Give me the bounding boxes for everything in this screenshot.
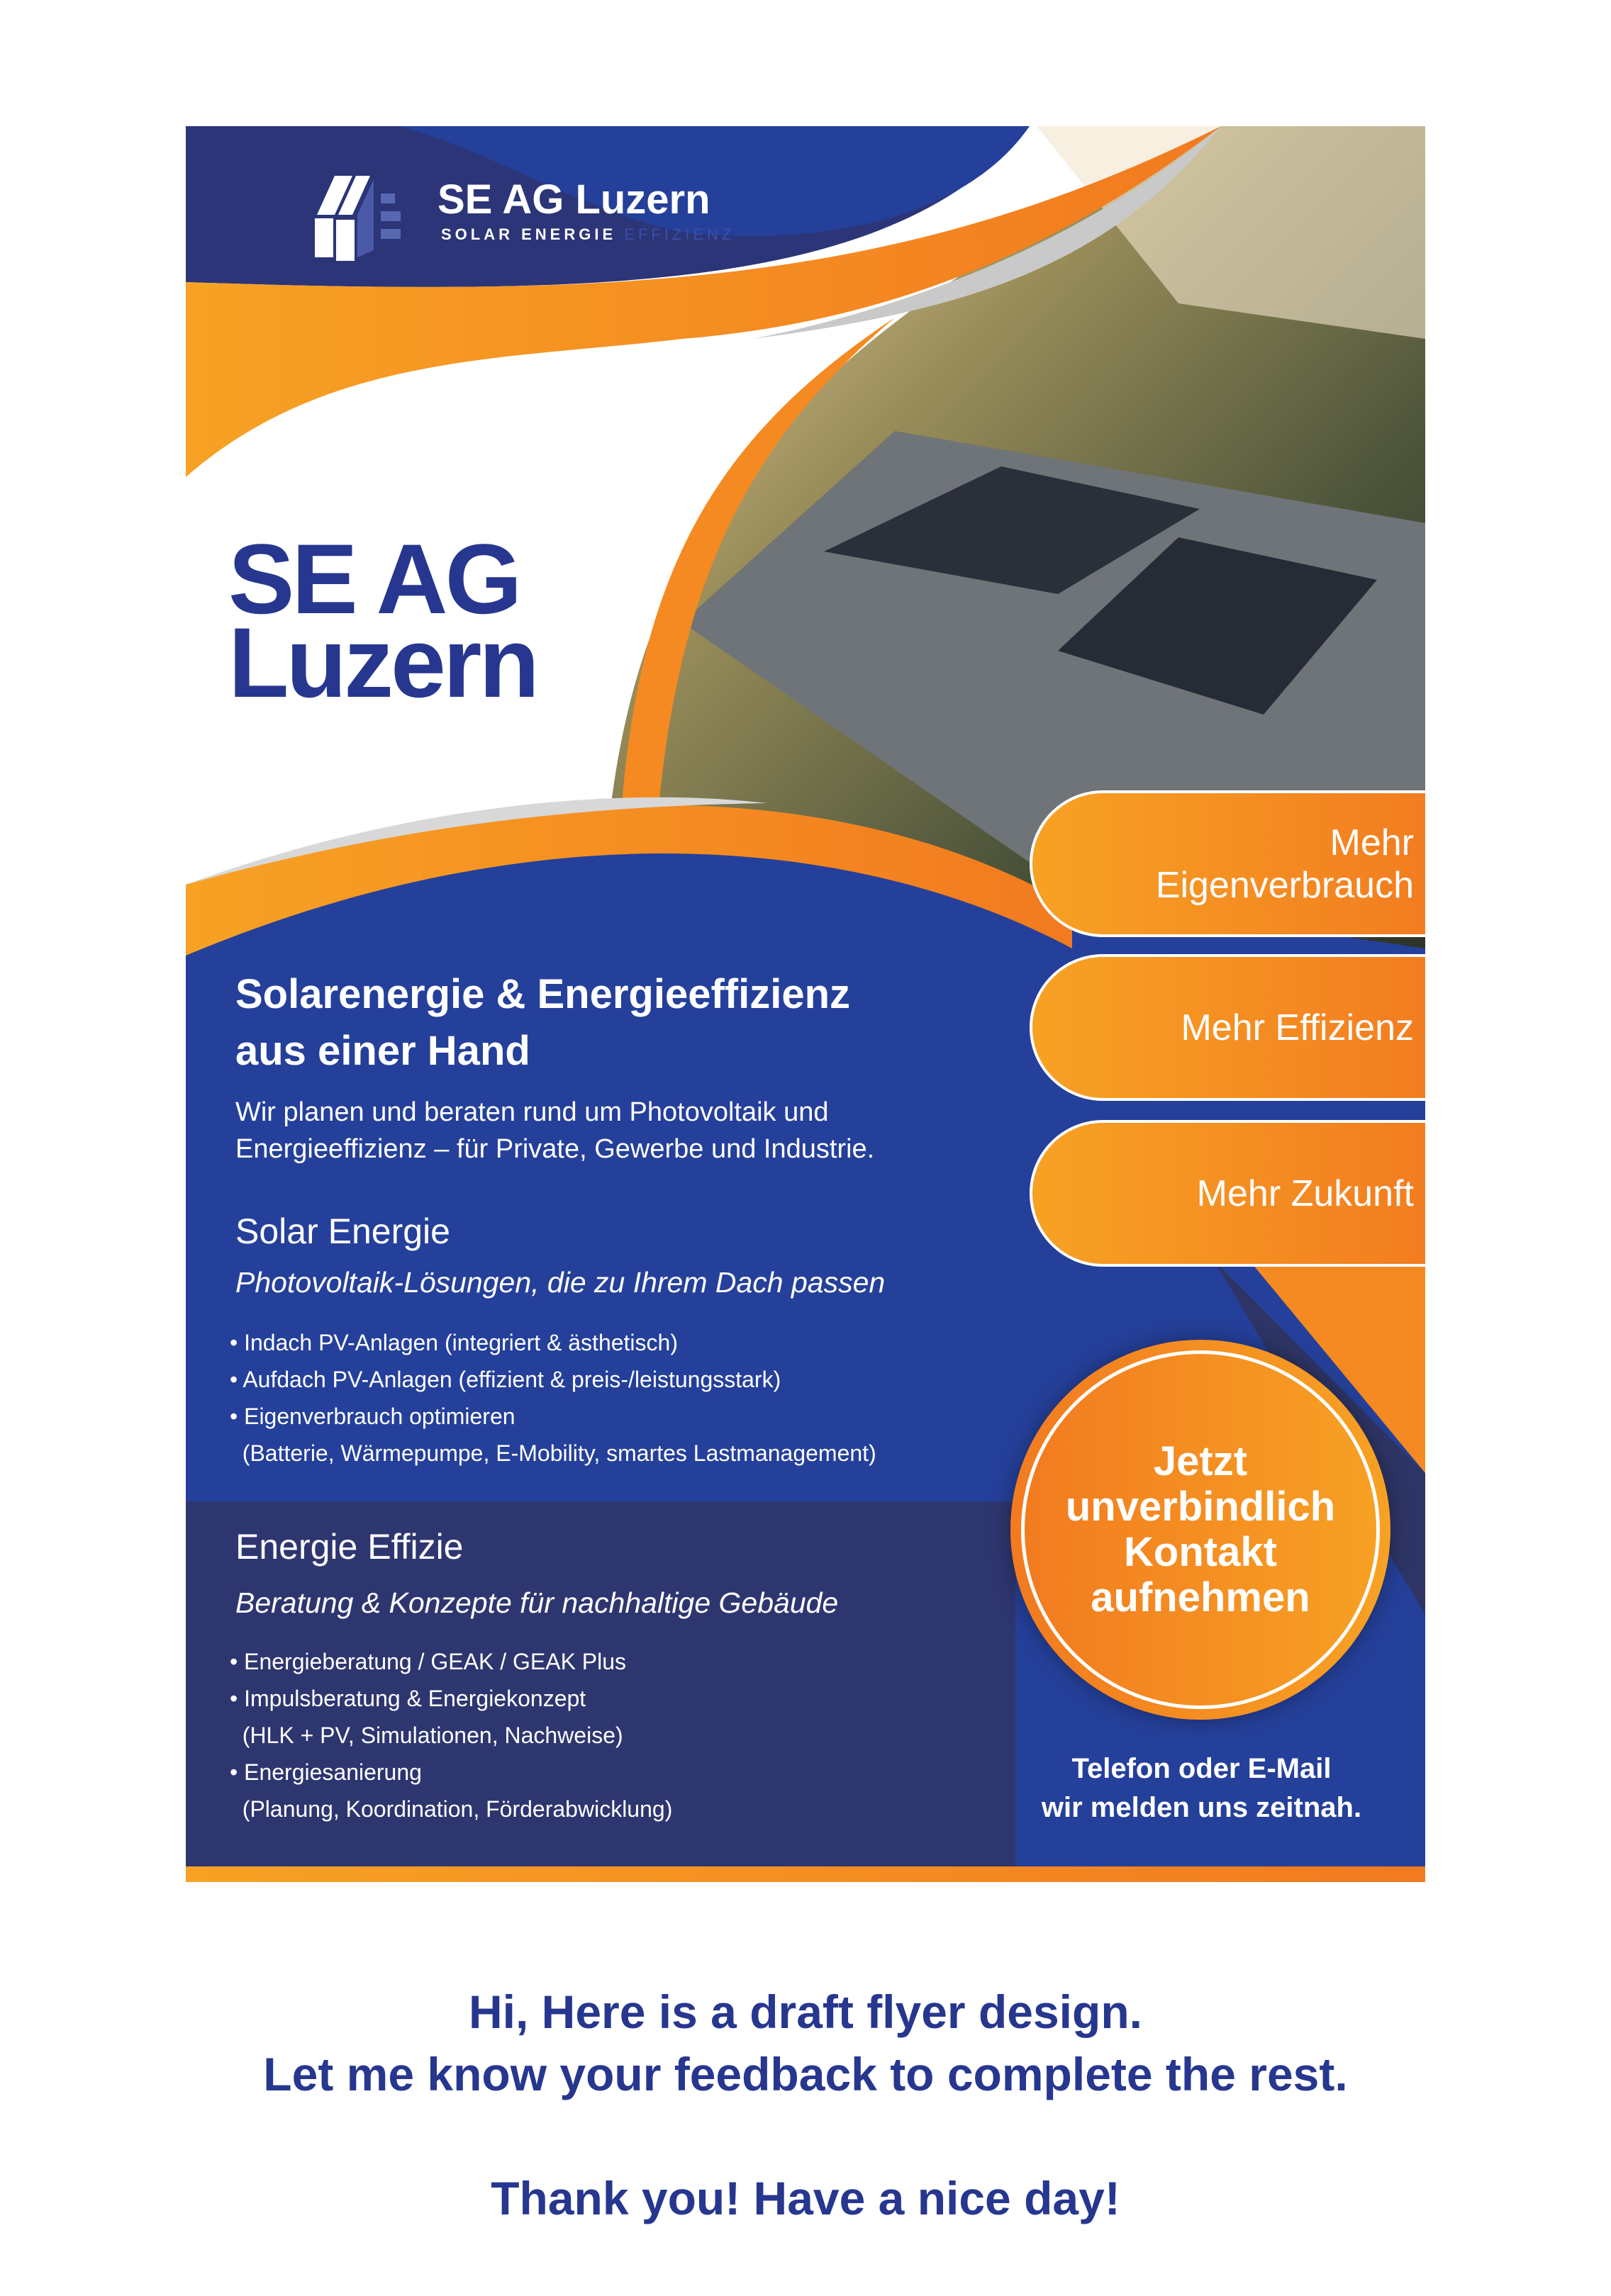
- solar-title: Solar Energie: [235, 1211, 450, 1251]
- solar-subtitle: Photovoltaik-Lösungen, die zu Ihrem Dach passen: [235, 1266, 886, 1299]
- pill-eigenverbrauch: [1030, 790, 1425, 937]
- list-item: (HLK + PV, Simulationen, Nachweise): [230, 1723, 623, 1748]
- logo-title: SE AG Luzern: [437, 177, 710, 223]
- intro-text: [235, 1094, 874, 1167]
- contact-line-1: Telefon oder E-Mail: [1071, 1753, 1332, 1784]
- flyer: [186, 126, 1425, 1882]
- list-item: • Impulsberatung & Energiekonzept: [230, 1686, 586, 1711]
- list-item: • Eigenverbrauch optimieren: [230, 1404, 515, 1429]
- intro-text-2: Energieeffizienz – für Private, Gewerbe und Industrie.: [235, 1134, 875, 1164]
- pill-label: Mehr Effizienz: [1181, 1007, 1414, 1048]
- pill-effizienz: [1030, 954, 1425, 1101]
- house-logo-icon: [313, 172, 416, 261]
- cta-text: [1021, 1350, 1380, 1709]
- hero-line-1: SE AG: [228, 523, 520, 634]
- solar-list: [230, 1324, 876, 1472]
- logo-subtitle-accent: EFFIZIENZ: [624, 225, 735, 243]
- cta-line: unverbindlich: [1065, 1484, 1336, 1530]
- cta-contact-badge[interactable]: [1010, 1340, 1390, 1720]
- cta-line: Jetzt: [1153, 1438, 1248, 1484]
- headline-line-2: aus einer Hand: [235, 1028, 530, 1074]
- intro-headline: [235, 966, 850, 1080]
- list-item: • Aufdach PV-Anlagen (effizient & preis-/leistungsstark): [230, 1367, 781, 1392]
- headline-line-1: Solarenergie & Energieeffizienz: [235, 971, 851, 1017]
- list-item: (Batterie, Wärmepumpe, E-Mobility, smartes Lastmanagement): [230, 1440, 876, 1466]
- pill-label: Mehr Zukunft: [1196, 1172, 1414, 1214]
- pill-label: Eigenverbrauch: [1155, 864, 1414, 906]
- designer-note-line-2: Let me know your feedback to complete the rest.: [263, 2048, 1348, 2100]
- efficiency-title: Energie Effizie: [235, 1527, 464, 1567]
- designer-note-line-1: Hi, Here is a draft flyer design.: [469, 1986, 1142, 2038]
- hero-line-2: Luzern: [228, 607, 537, 718]
- list-item: • Indach PV-Anlagen (integriert & ästhetisch): [230, 1330, 678, 1355]
- contact-line-2: wir melden uns zeitnah.: [1041, 1792, 1362, 1823]
- list-item: • Energieberatung / GEAK / GEAK Plus: [230, 1649, 627, 1674]
- efficiency-list: [230, 1643, 672, 1827]
- logo-subtitle: [441, 225, 735, 244]
- cta-line: aufnehmen: [1091, 1574, 1310, 1620]
- pill-zukunft: [1030, 1120, 1425, 1267]
- list-item: (Planung, Koordination, Förderabwicklung): [230, 1796, 673, 1822]
- efficiency-subtitle: Beratung & Konzepte für nachhaltige Gebäude: [235, 1586, 839, 1619]
- intro-text-1: Wir planen und beraten rund um Photovoltaik und: [235, 1097, 829, 1127]
- logo-subtitle-main: SOLAR ENERGIE: [441, 225, 617, 243]
- pill-label: Mehr: [1330, 822, 1414, 863]
- cta-line: Kontakt: [1124, 1529, 1277, 1575]
- hero-title: [228, 523, 537, 718]
- list-item: • Energiesanierung: [230, 1759, 422, 1785]
- designer-note-thanks: Thank you! Have a nice day!: [491, 2172, 1120, 2224]
- contact-note: [1008, 1749, 1395, 1827]
